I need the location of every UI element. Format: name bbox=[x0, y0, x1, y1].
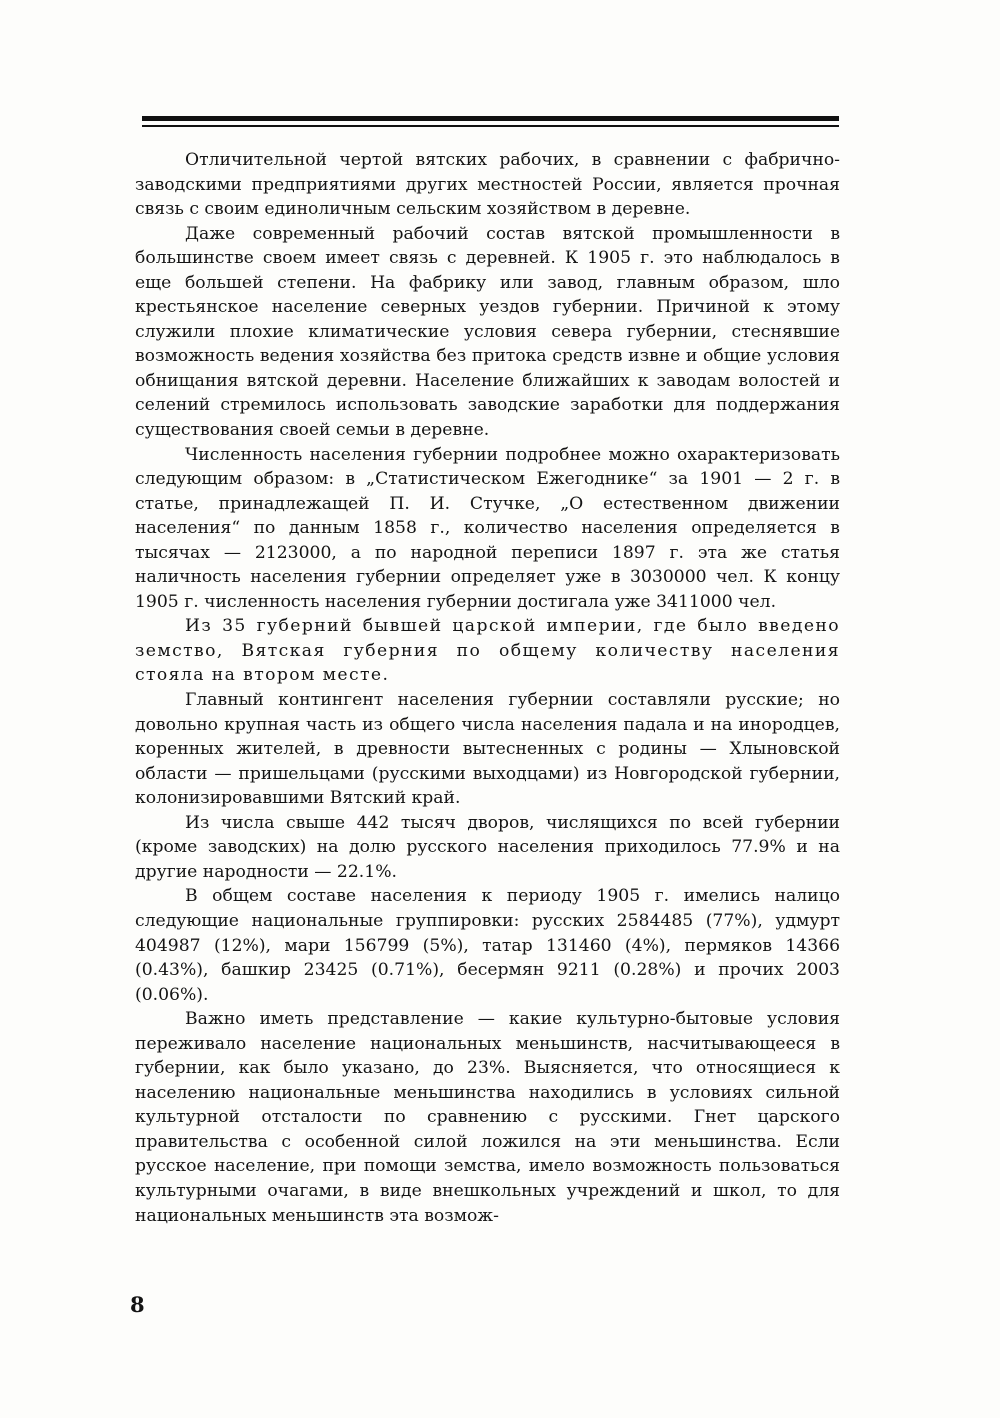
paragraph: В общем составе населения к периоду 1905 г. имелись налицо следующие национальные группировки: русских 2584485 (77%), удмурт 404987 (12%), мари 156799 (5%), татар 131460 (4%), пермяков 14366 (0.43%), башкир 23425 (0.71%), бесермян 9211 (0.28%) и прочих 2003 (0.06%). bbox=[135, 886, 840, 1005]
paragraph: Главный контингент населения губернии составляли русские; но довольно крупная часть из общего числа населения падала и на инородцев, коренных жителей, в древности вытесненных с родины — Хлыновской области — пришельцами (русскими выходцами) из Новгородской губернии, колонизировавшими Вятский край. bbox=[135, 690, 840, 809]
body-text bbox=[135, 148, 840, 1228]
paragraph: Важно иметь представление — какие культурно-бытовые условия переживало население национальных меньшинств, насчитывающееся в губернии, как было указано, до 23%. Выясняется, что относящиеся к населению национальные меньшинства находились в условиях сильной культурной отсталости по сравнению с русскими. Гнет царского правительства с особенной силой ложился на эти меньшинства. Если русское население, при помощи земства, имело возможность пользоваться культурными очагами, в виде внешкольных учреждений и школ, то для национальных меньшинств эта возмож- bbox=[135, 1009, 840, 1226]
page-number: 8 bbox=[130, 1292, 145, 1317]
paragraph: Численность населения губернии подробнее можно охарактеризовать следующим образом: в „Статистическом Ежегоднике“ за 1901 — 2 г. в статье, принадлежащей П. И. Стучке, „О естественном движении населения“ по данным 1858 г., количество населения определяется в тысячах — 2123000, а по народной переписи 1897 г. эта же статья наличность населения губернии определяет уже в 3030000 чел. К концу 1905 г. численность населения губернии достигала уже 3411000 чел. bbox=[135, 444, 840, 612]
paragraph: Отличительной чертой вятских рабочих, в сравнении с фабрично-заводскими предприятиями других местностей России, является прочная связь с своим единоличным сельским хозяйством в деревне. bbox=[135, 150, 840, 220]
paragraph: Из числа свыше 442 тысяч дворов, числящихся по всей губернии (кроме заводских) на долю русского населения приходилось 77.9% и на другие народности — 22.1%. bbox=[135, 812, 840, 882]
header-rule-thin bbox=[142, 125, 839, 127]
paragraph: Даже современный рабочий состав вятской промышленности в большинстве своем имеет связь с деревней. К 1905 г. это наблюдалось в еще большей степени. На фабрику или завод, главным образом, шло крестьянское население северных уездов губернии. Причиной к этому служили плохие климатические условия севера губернии, стеснявшие возможность ведения хозяйства без притока средств извне и общие условия обнищания вятской деревни. Население ближайших к заводам волостей и селений стремилось использовать заводские заработки для поддержания существования своей семьи в деревне. bbox=[135, 223, 840, 441]
header-rule-thick bbox=[142, 116, 839, 121]
paragraph: Из 35 губерний бывшей царской империи, где было введено земство, Вятская губерния по общему количеству населения стояла на втором месте. bbox=[135, 616, 840, 686]
